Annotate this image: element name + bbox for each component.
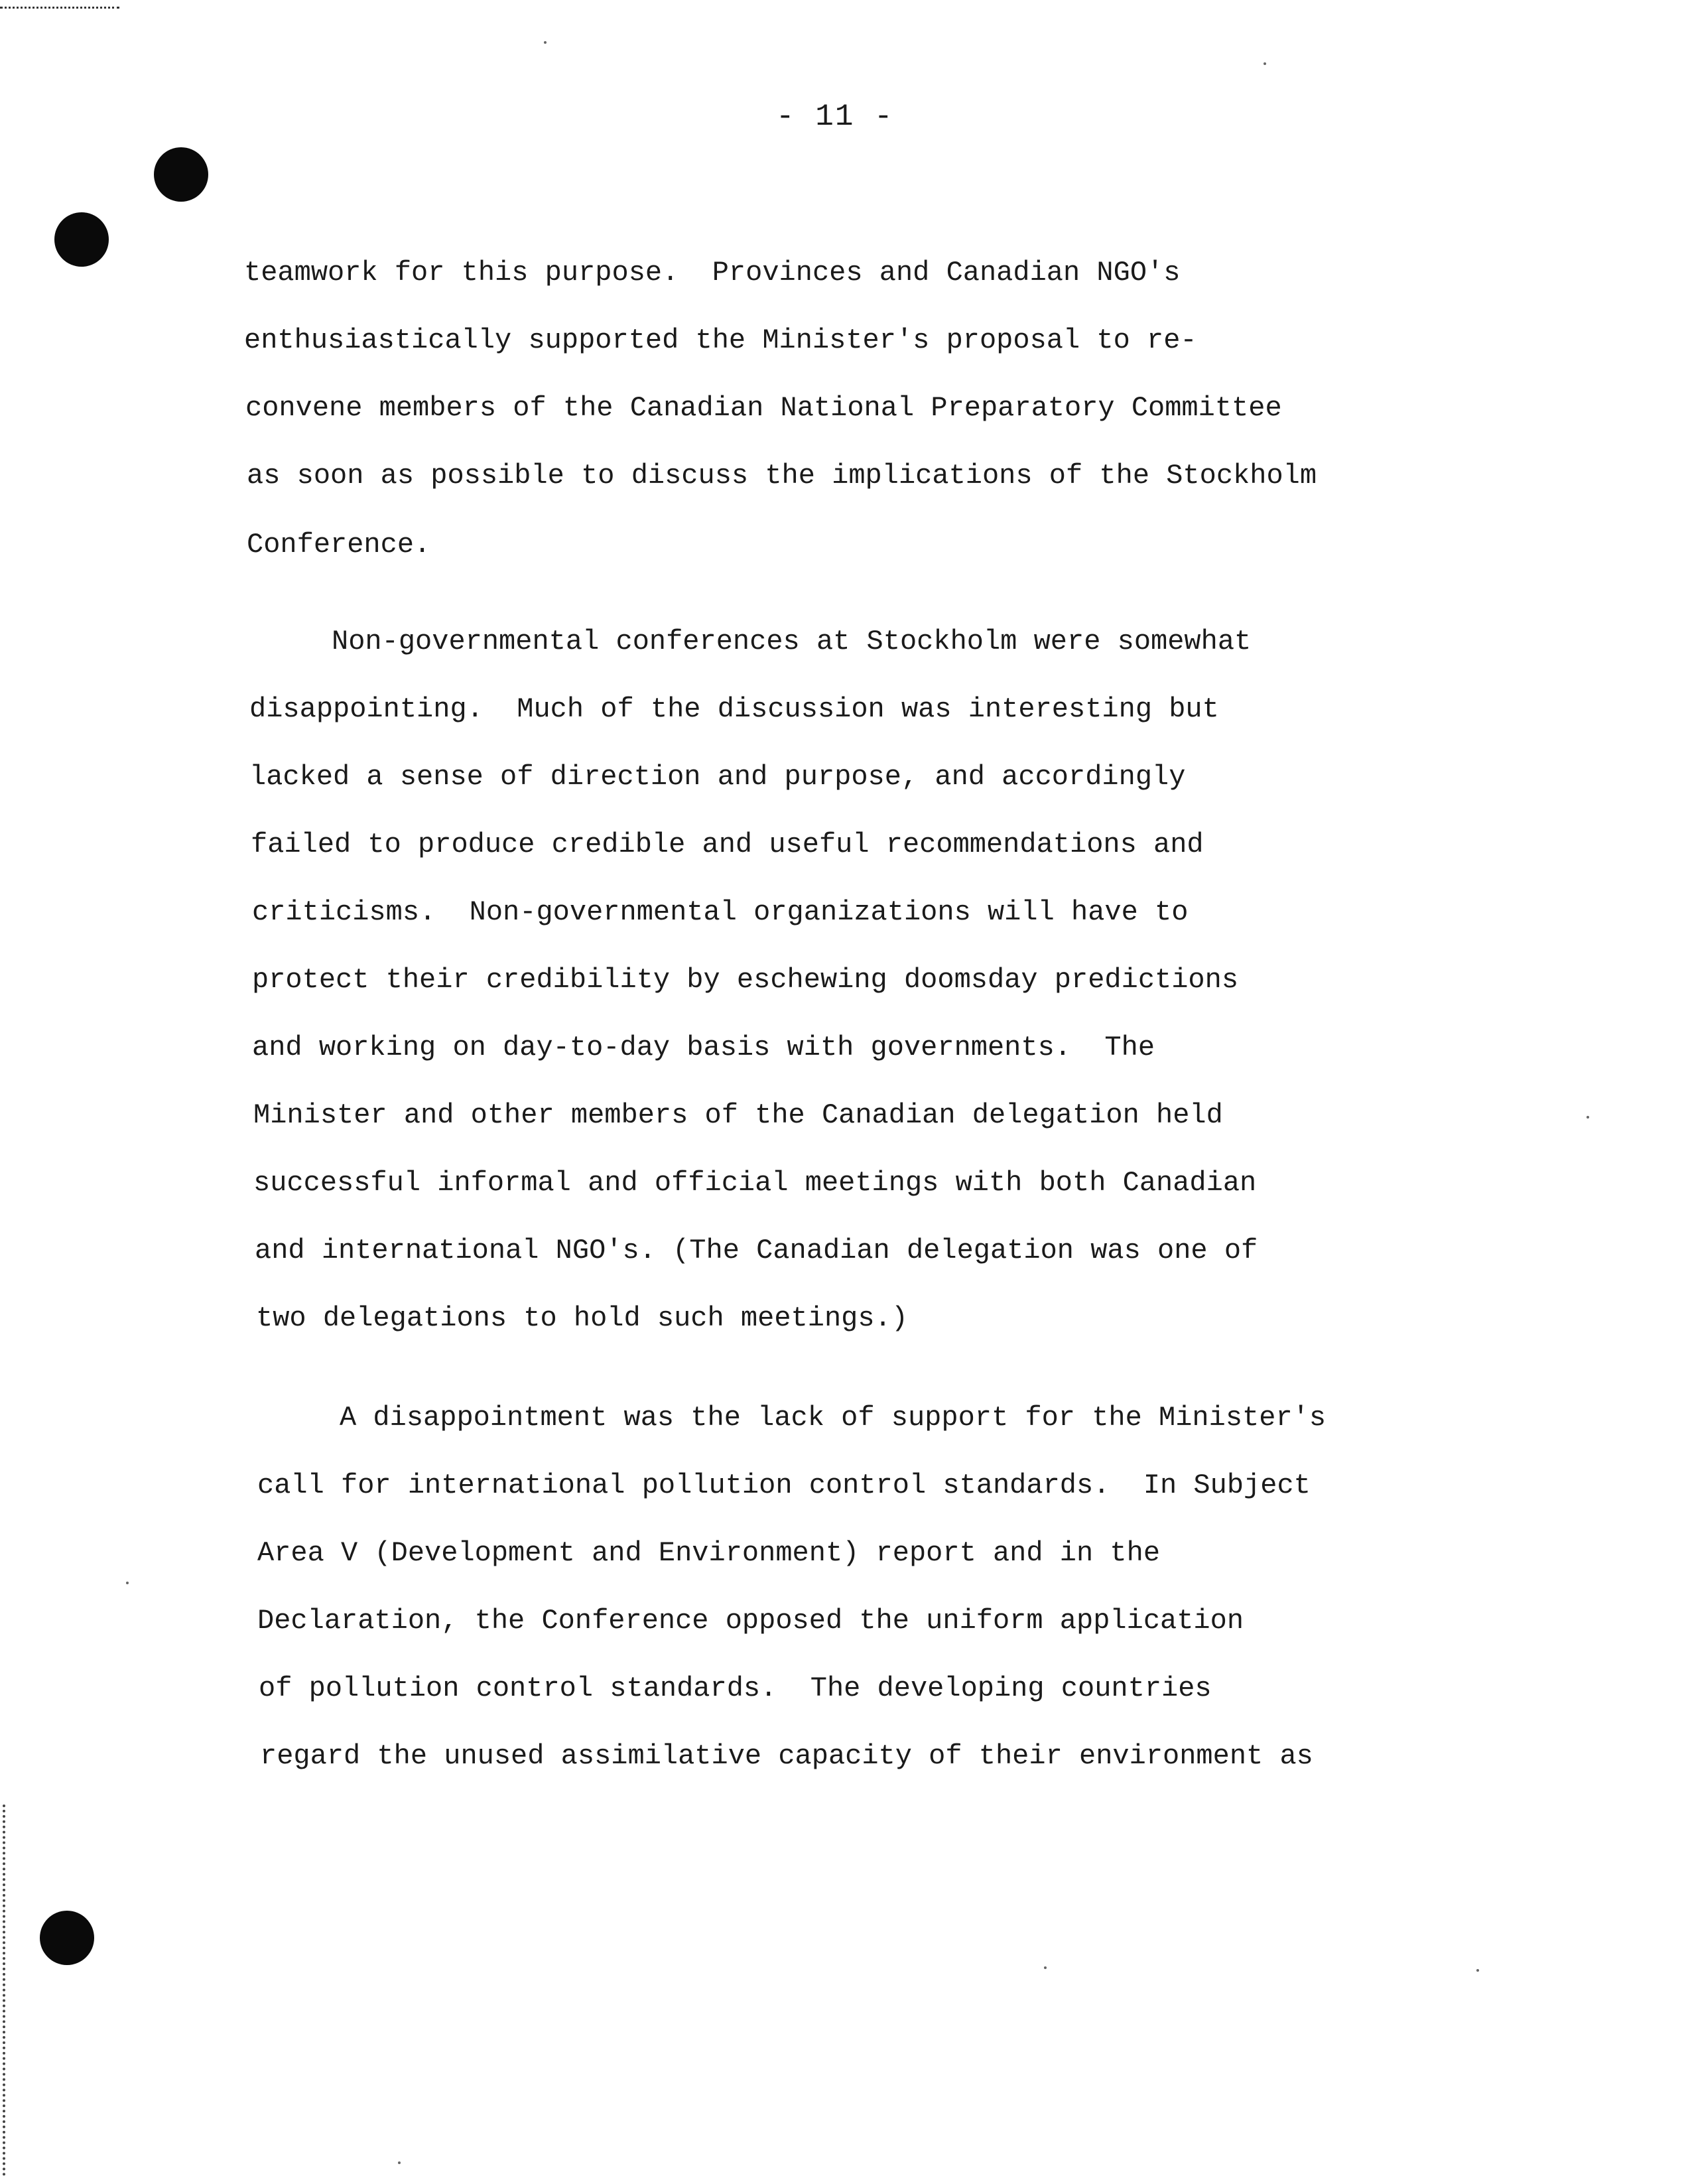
text-line: and international NGO's. (The Canadian delegation was one of xyxy=(255,1235,1258,1266)
text-line: A disappointment was the lack of support for the Minister's xyxy=(256,1402,1327,1434)
text-line: failed to produce credible and useful recommendations and xyxy=(251,829,1204,860)
scan-speck xyxy=(1044,1966,1047,1969)
text-line: regard the unused assimilative capacity of their environment as xyxy=(260,1740,1313,1772)
text-line: lacked a sense of direction and purpose, and accordingly xyxy=(249,761,1186,793)
punch-hole xyxy=(40,1911,94,1965)
text-line: of pollution control standards. The developing countries xyxy=(259,1672,1212,1704)
text-line: as soon as possible to discuss the implications of the Stockholm xyxy=(247,460,1317,492)
text-line: Area V (Development and Environment) report and in the xyxy=(257,1537,1161,1569)
text-line: disappointing. Much of the discussion was interesting but xyxy=(249,693,1219,725)
text-line: Declaration, the Conference opposed the uniform application xyxy=(257,1605,1244,1637)
scan-speck xyxy=(126,1582,129,1584)
text-line: convene members of the Canadian National Preparatory Committee xyxy=(245,392,1282,424)
punch-hole xyxy=(154,147,208,202)
text-line: Minister and other members of the Canadian delegation held xyxy=(253,1099,1223,1131)
scan-speck xyxy=(1476,1969,1479,1972)
text-line: protect their credibility by eschewing doomsday predictions xyxy=(252,964,1239,996)
text-line: and working on day-to-day basis with governments. The xyxy=(252,1032,1155,1063)
scan-speck xyxy=(398,2161,401,2164)
text-line: criticisms. Non-governmental organizations will have to xyxy=(252,896,1189,928)
text-line: teamwork for this purpose. Provinces and Canadian NGO's xyxy=(244,257,1181,289)
scan-edge-mark xyxy=(3,1805,8,2176)
punch-hole xyxy=(54,212,109,267)
text-line: two delegations to hold such meetings.) xyxy=(256,1302,908,1334)
page-number: - 11 - xyxy=(776,100,894,134)
text-line: Conference. xyxy=(247,529,431,561)
text-line: call for international pollution control standards. In Subject xyxy=(257,1469,1311,1501)
text-line: Non-governmental conferences at Stockholm were somewhat xyxy=(248,626,1252,657)
scan-edge-mark xyxy=(0,7,119,11)
scan-speck xyxy=(1263,62,1266,65)
text-line: successful informal and official meetings with both Canadian xyxy=(253,1167,1257,1199)
scan-speck xyxy=(1587,1116,1589,1119)
scan-speck xyxy=(544,41,547,44)
text-line: enthusiastically supported the Minister's proposal to re- xyxy=(244,324,1197,356)
